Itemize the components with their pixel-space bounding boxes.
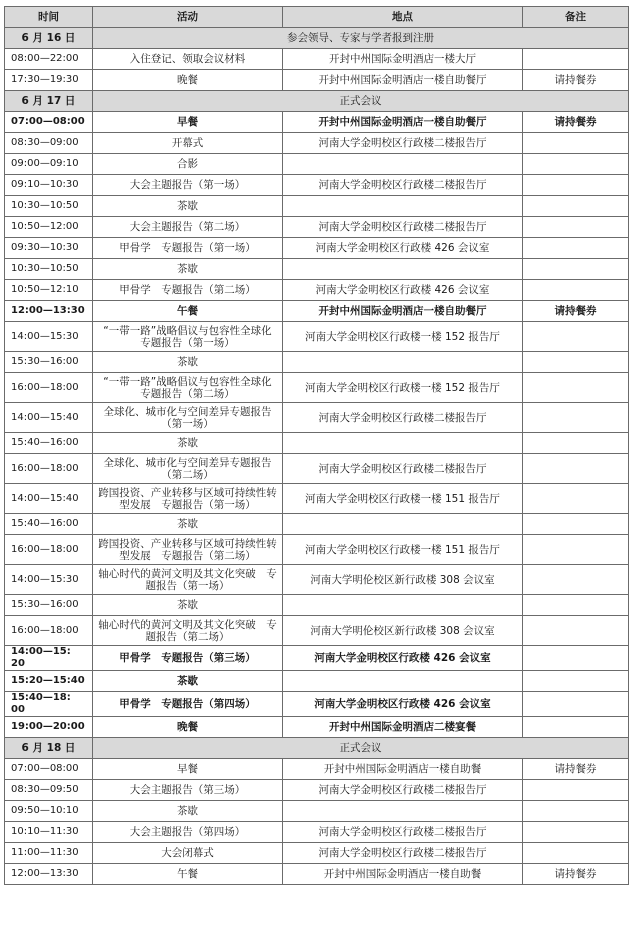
- schedule-row: [5, 780, 629, 801]
- event-activity: 茶歇: [93, 801, 283, 822]
- event-note: [523, 280, 629, 301]
- event-location: 河南大学金明校区行政楼二楼报告厅: [283, 843, 523, 864]
- event-time: 11:00—11:30: [5, 843, 93, 864]
- day-summary: 正式会议: [93, 91, 629, 112]
- event-location: [283, 433, 523, 454]
- event-activity: 合影: [93, 154, 283, 175]
- event-time: 15:20—15:40: [5, 671, 93, 692]
- event-time: 14:00—15:40: [5, 484, 93, 514]
- event-time: 10:30—10:50: [5, 259, 93, 280]
- event-note: 请持餐券: [523, 301, 629, 322]
- schedule-row: [5, 433, 629, 454]
- header-note: 备注: [523, 7, 629, 28]
- event-location: [283, 671, 523, 692]
- schedule-row: [5, 759, 629, 780]
- event-activity: 大会闭幕式: [93, 843, 283, 864]
- event-time: 14:00—15: 20: [5, 646, 93, 671]
- header-row: [5, 7, 629, 28]
- event-activity: “一带一路”战略倡议与包容性全球化 专题报告（第一场）: [93, 322, 283, 352]
- event-activity: 甲骨学 专题报告（第四场）: [93, 692, 283, 717]
- event-time: 12:00—13:30: [5, 864, 93, 885]
- schedule-row: [5, 352, 629, 373]
- event-note: [523, 822, 629, 843]
- event-note: [523, 646, 629, 671]
- event-note: [523, 238, 629, 259]
- event-activity: 茶歇: [93, 433, 283, 454]
- event-note: 请持餐券: [523, 864, 629, 885]
- event-location: 河南大学金明校区行政楼一楼 152 报告厅: [283, 373, 523, 403]
- schedule-row: [5, 154, 629, 175]
- event-location: 河南大学金明校区行政楼二楼报告厅: [283, 403, 523, 433]
- event-time: 08:30—09:00: [5, 133, 93, 154]
- day-summary: 正式会议: [93, 738, 629, 759]
- event-time: 08:00—22:00: [5, 49, 93, 70]
- schedule-row: [5, 49, 629, 70]
- event-location: 开封中州国际金明酒店一楼自助餐厅: [283, 112, 523, 133]
- event-time: 10:50—12:00: [5, 217, 93, 238]
- event-activity: 轴心时代的黄河文明及其文化突破 专题报告（第二场）: [93, 616, 283, 646]
- event-location: 河南大学金明校区行政楼二楼报告厅: [283, 454, 523, 484]
- event-time: 14:00—15:30: [5, 322, 93, 352]
- event-activity: 大会主题报告（第三场）: [93, 780, 283, 801]
- event-note: [523, 616, 629, 646]
- event-note: [523, 373, 629, 403]
- day-header-row: [5, 28, 629, 49]
- schedule-row: [5, 671, 629, 692]
- event-activity: 全球化、城市化与空间差异专题报告（第一场）: [93, 403, 283, 433]
- event-activity: 大会主题报告（第四场）: [93, 822, 283, 843]
- event-note: [523, 565, 629, 595]
- event-location: 河南大学金明校区行政楼二楼报告厅: [283, 822, 523, 843]
- header-time: 时间: [5, 7, 93, 28]
- event-note: [523, 692, 629, 717]
- event-time: 15:40—16:00: [5, 514, 93, 535]
- schedule-row: [5, 864, 629, 885]
- event-location: [283, 259, 523, 280]
- header-activity: 活动: [93, 7, 283, 28]
- event-note: [523, 133, 629, 154]
- schedule-row: [5, 259, 629, 280]
- event-time: 09:10—10:30: [5, 175, 93, 196]
- event-note: [523, 801, 629, 822]
- schedule-row: [5, 717, 629, 738]
- event-location: 河南大学金明校区行政楼 426 会议室: [283, 280, 523, 301]
- event-note: [523, 196, 629, 217]
- event-activity: 茶歇: [93, 671, 283, 692]
- event-note: [523, 671, 629, 692]
- event-location: 河南大学金明校区行政楼 426 会议室: [283, 238, 523, 259]
- event-note: [523, 595, 629, 616]
- event-time: 17:30—19:30: [5, 70, 93, 91]
- event-time: 10:50—12:10: [5, 280, 93, 301]
- event-activity: 入住登记、领取会议材料: [93, 49, 283, 70]
- event-activity: 茶歇: [93, 259, 283, 280]
- schedule-row: [5, 616, 629, 646]
- schedule-row: [5, 403, 629, 433]
- schedule-row: [5, 595, 629, 616]
- event-note: [523, 454, 629, 484]
- event-activity: 茶歇: [93, 514, 283, 535]
- event-time: 10:10—11:30: [5, 822, 93, 843]
- day-header-row: [5, 738, 629, 759]
- event-location: [283, 352, 523, 373]
- event-activity: 开幕式: [93, 133, 283, 154]
- schedule-row: [5, 484, 629, 514]
- day-date: 6 月 16 日: [5, 28, 93, 49]
- event-location: 河南大学金明校区行政楼二楼报告厅: [283, 780, 523, 801]
- event-activity: 甲骨学 专题报告（第三场）: [93, 646, 283, 671]
- event-location: 河南大学金明校区行政楼二楼报告厅: [283, 133, 523, 154]
- day-date: 6 月 18 日: [5, 738, 93, 759]
- schedule-row: [5, 801, 629, 822]
- event-activity: 跨国投资、产业转移与区域可持续性转型发展 专题报告（第一场）: [93, 484, 283, 514]
- schedule-row: [5, 70, 629, 91]
- event-time: 07:00—08:00: [5, 112, 93, 133]
- event-note: [523, 535, 629, 565]
- event-note: [523, 433, 629, 454]
- schedule-row: [5, 822, 629, 843]
- event-activity: 茶歇: [93, 352, 283, 373]
- event-location: 开封中州国际金明酒店一楼自助餐: [283, 759, 523, 780]
- schedule-row: [5, 217, 629, 238]
- event-time: 09:30—10:30: [5, 238, 93, 259]
- day-header-row: [5, 91, 629, 112]
- schedule-row: [5, 280, 629, 301]
- day-date: 6 月 17 日: [5, 91, 93, 112]
- event-activity: 全球化、城市化与空间差异专题报告（第二场）: [93, 454, 283, 484]
- event-time: 19:00—20:00: [5, 717, 93, 738]
- schedule-row: [5, 322, 629, 352]
- schedule-row: [5, 238, 629, 259]
- schedule-row: [5, 514, 629, 535]
- schedule-body: [5, 28, 629, 885]
- schedule-row: [5, 454, 629, 484]
- event-location: [283, 154, 523, 175]
- schedule-row: [5, 373, 629, 403]
- event-note: [523, 843, 629, 864]
- schedule-row: [5, 133, 629, 154]
- schedule-row: [5, 175, 629, 196]
- event-note: [523, 484, 629, 514]
- event-time: 16:00—18:00: [5, 454, 93, 484]
- event-location: 河南大学金明校区行政楼一楼 151 报告厅: [283, 484, 523, 514]
- schedule-row: [5, 565, 629, 595]
- event-time: 09:00—09:10: [5, 154, 93, 175]
- event-activity: 大会主题报告（第一场）: [93, 175, 283, 196]
- event-time: 16:00—18:00: [5, 535, 93, 565]
- event-location: 河南大学金明校区行政楼二楼报告厅: [283, 217, 523, 238]
- event-location: 河南大学明伦校区新行政楼 308 会议室: [283, 616, 523, 646]
- schedule-row: [5, 112, 629, 133]
- schedule-row: [5, 301, 629, 322]
- event-note: [523, 49, 629, 70]
- event-activity: 茶歇: [93, 196, 283, 217]
- event-activity: 晚餐: [93, 70, 283, 91]
- event-location: 河南大学金明校区行政楼二楼报告厅: [283, 175, 523, 196]
- event-time: 15:40—16:00: [5, 433, 93, 454]
- event-location: 河南大学金明校区行政楼一楼 152 报告厅: [283, 322, 523, 352]
- event-activity: 大会主题报告（第二场）: [93, 217, 283, 238]
- event-activity: 轴心时代的黄河文明及其文化突破 专题报告（第一场）: [93, 565, 283, 595]
- event-location: 河南大学明伦校区新行政楼 308 会议室: [283, 565, 523, 595]
- event-activity: 茶歇: [93, 595, 283, 616]
- event-location: [283, 514, 523, 535]
- event-note: [523, 780, 629, 801]
- event-activity: 跨国投资、产业转移与区域可持续性转型发展 专题报告（第二场）: [93, 535, 283, 565]
- event-note: [523, 514, 629, 535]
- event-location: [283, 595, 523, 616]
- schedule-row: [5, 692, 629, 717]
- event-time: 15:40—18: 00: [5, 692, 93, 717]
- event-location: 河南大学金明校区行政楼 426 会议室: [283, 692, 523, 717]
- event-note: [523, 259, 629, 280]
- event-activity: 午餐: [93, 864, 283, 885]
- event-activity: “一带一路”战略倡议与包容性全球化 专题报告（第二场）: [93, 373, 283, 403]
- event-note: [523, 717, 629, 738]
- day-summary: 参会领导、专家与学者报到注册: [93, 28, 629, 49]
- event-location: 开封中州国际金明酒店二楼宴餐: [283, 717, 523, 738]
- event-time: 07:00—08:00: [5, 759, 93, 780]
- event-location: 河南大学金明校区行政楼 426 会议室: [283, 646, 523, 671]
- event-location: 开封中州国际金明酒店一楼自助餐: [283, 864, 523, 885]
- event-note: 请持餐券: [523, 112, 629, 133]
- event-activity: 甲骨学 专题报告（第二场）: [93, 280, 283, 301]
- event-location: 河南大学金明校区行政楼一楼 151 报告厅: [283, 535, 523, 565]
- event-time: 15:30—16:00: [5, 595, 93, 616]
- event-note: [523, 154, 629, 175]
- schedule-row: [5, 646, 629, 671]
- event-activity: 晚餐: [93, 717, 283, 738]
- event-time: 14:00—15:30: [5, 565, 93, 595]
- schedule-row: [5, 843, 629, 864]
- event-note: 请持餐券: [523, 759, 629, 780]
- event-activity: 午餐: [93, 301, 283, 322]
- event-note: [523, 322, 629, 352]
- event-activity: 甲骨学 专题报告（第一场）: [93, 238, 283, 259]
- event-time: 14:00—15:40: [5, 403, 93, 433]
- event-time: 16:00—18:00: [5, 373, 93, 403]
- schedule-row: [5, 196, 629, 217]
- event-time: 15:30—16:00: [5, 352, 93, 373]
- event-location: 开封中州国际金明酒店一楼自助餐厅: [283, 70, 523, 91]
- header-location: 地点: [283, 7, 523, 28]
- event-time: 12:00—13:30: [5, 301, 93, 322]
- event-note: [523, 352, 629, 373]
- event-time: 08:30—09:50: [5, 780, 93, 801]
- event-note: 请持餐券: [523, 70, 629, 91]
- event-time: 09:50—10:10: [5, 801, 93, 822]
- event-location: [283, 196, 523, 217]
- event-activity: 早餐: [93, 759, 283, 780]
- event-location: 开封中州国际金明酒店一楼自助餐厅: [283, 301, 523, 322]
- event-location: 开封中州国际金明酒店一楼大厅: [283, 49, 523, 70]
- event-location: [283, 801, 523, 822]
- schedule-table: [4, 6, 629, 885]
- event-note: [523, 403, 629, 433]
- schedule-row: [5, 535, 629, 565]
- event-activity: 早餐: [93, 112, 283, 133]
- event-time: 10:30—10:50: [5, 196, 93, 217]
- event-time: 16:00—18:00: [5, 616, 93, 646]
- event-note: [523, 175, 629, 196]
- event-note: [523, 217, 629, 238]
